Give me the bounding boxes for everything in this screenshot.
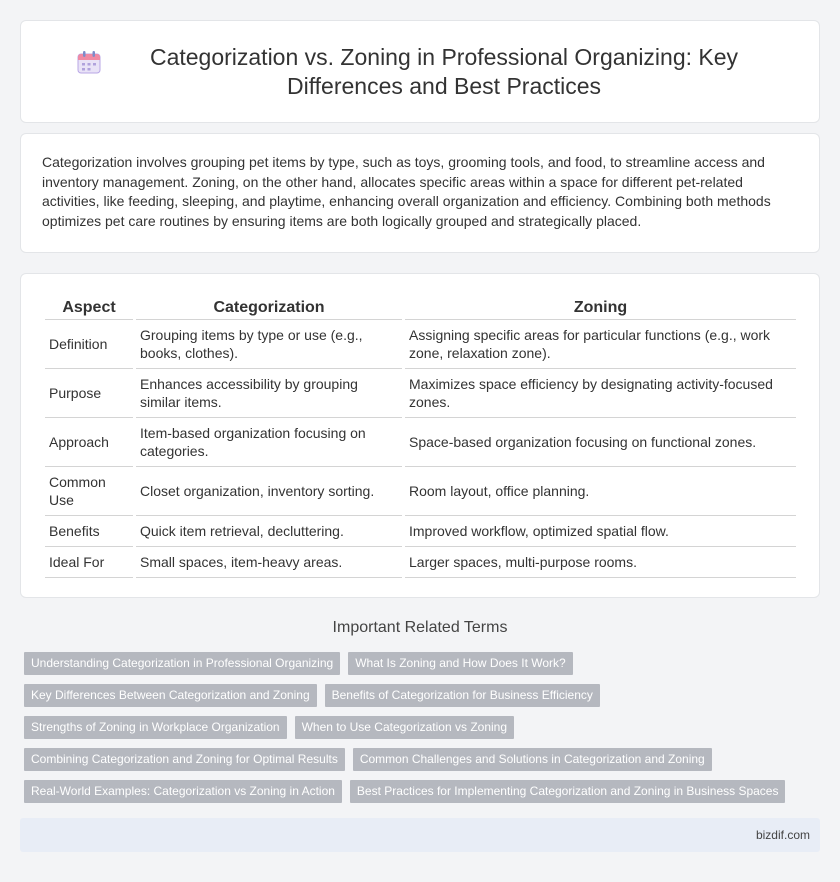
tag-row: [24, 652, 814, 675]
tag-row: [24, 716, 814, 739]
tag-row: [24, 780, 814, 803]
cell-categorization: Grouping items by type or use (e.g., books, clothes).: [136, 320, 402, 369]
page-title: Categorization vs. Zoning in Professional Organizing: Key Differences and Best Practices: [149, 43, 739, 99]
related-term-link[interactable]: Best Practices for Implementing Categorization and Zoning in Business Spaces: [350, 780, 786, 803]
table-row: [45, 369, 796, 418]
header-inner: [70, 43, 770, 101]
header-categorization: Categorization: [136, 294, 402, 320]
cell-aspect: Benefits: [45, 516, 133, 547]
cell-aspect: Definition: [45, 320, 133, 369]
cell-aspect: Common Use: [45, 467, 133, 516]
cell-zoning: Improved workflow, optimized spatial flow.: [405, 516, 796, 547]
related-terms-list: [24, 652, 814, 812]
related-term-link[interactable]: Real-World Examples: Categorization vs Zoning in Action: [24, 780, 342, 803]
related-term-link[interactable]: Key Differences Between Categorization and Zoning: [24, 684, 317, 707]
cell-categorization: Quick item retrieval, decluttering.: [136, 516, 402, 547]
table-header-row: [45, 294, 796, 320]
comparison-table: [42, 294, 799, 578]
related-term-link[interactable]: Combining Categorization and Zoning for Optimal Results: [24, 748, 345, 771]
cell-aspect: Purpose: [45, 369, 133, 418]
table-row: [45, 320, 796, 369]
cell-zoning: Larger spaces, multi-purpose rooms.: [405, 547, 796, 578]
cell-zoning: Space-based organization focusing on functional zones.: [405, 418, 796, 467]
related-term-link[interactable]: Strengths of Zoning in Workplace Organization: [24, 716, 287, 739]
header-card: [20, 20, 820, 123]
cell-zoning: Room layout, office planning.: [405, 467, 796, 516]
tag-row: [24, 684, 814, 707]
cell-aspect: Ideal For: [45, 547, 133, 578]
footer: [20, 818, 820, 852]
intro-text: Categorization involves grouping pet items by type, such as toys, grooming tools, and food, to streamline access and inventory management. Zoning, on the other hand, allocates specific areas within a space for different pet-related activities, like feeding, sleeping, and playtime, enhancing overall organization and efficiency. Combining both methods optimizes pet care routines by ensuring items are both logically grouped and strategically placed.: [42, 154, 771, 229]
cell-categorization: Closet organization, inventory sorting.: [136, 467, 402, 516]
tag-row: [24, 748, 814, 771]
table-row: [45, 467, 796, 516]
comparison-table-card: [20, 273, 820, 598]
related-term-link[interactable]: When to Use Categorization vs Zoning: [295, 716, 514, 739]
calendar-icon: [76, 49, 102, 75]
header-aspect: Aspect: [45, 294, 133, 320]
table-row: [45, 547, 796, 578]
footer-site-link[interactable]: bizdif.com: [755, 828, 810, 842]
cell-zoning: Assigning specific areas for particular functions (e.g., work zone, relaxation zone).: [405, 320, 796, 369]
table-row: [45, 418, 796, 467]
related-term-link[interactable]: What Is Zoning and How Does It Work?: [348, 652, 573, 675]
table-row: [45, 516, 796, 547]
intro-card: [20, 133, 820, 253]
related-term-link[interactable]: Common Challenges and Solutions in Categorization and Zoning: [353, 748, 712, 771]
cell-categorization: Enhances accessibility by grouping similar items.: [136, 369, 402, 418]
cell-categorization: Item-based organization focusing on categories.: [136, 418, 402, 467]
cell-categorization: Small spaces, item-heavy areas.: [136, 547, 402, 578]
header-zoning: Zoning: [405, 294, 796, 320]
related-term-link[interactable]: Benefits of Categorization for Business Efficiency: [325, 684, 600, 707]
related-terms-title: Important Related Terms: [332, 619, 508, 636]
cell-aspect: Approach: [45, 418, 133, 467]
cell-zoning: Maximizes space efficiency by designating activity-focused zones.: [405, 369, 796, 418]
related-term-link[interactable]: Understanding Categorization in Professional Organizing: [24, 652, 340, 675]
